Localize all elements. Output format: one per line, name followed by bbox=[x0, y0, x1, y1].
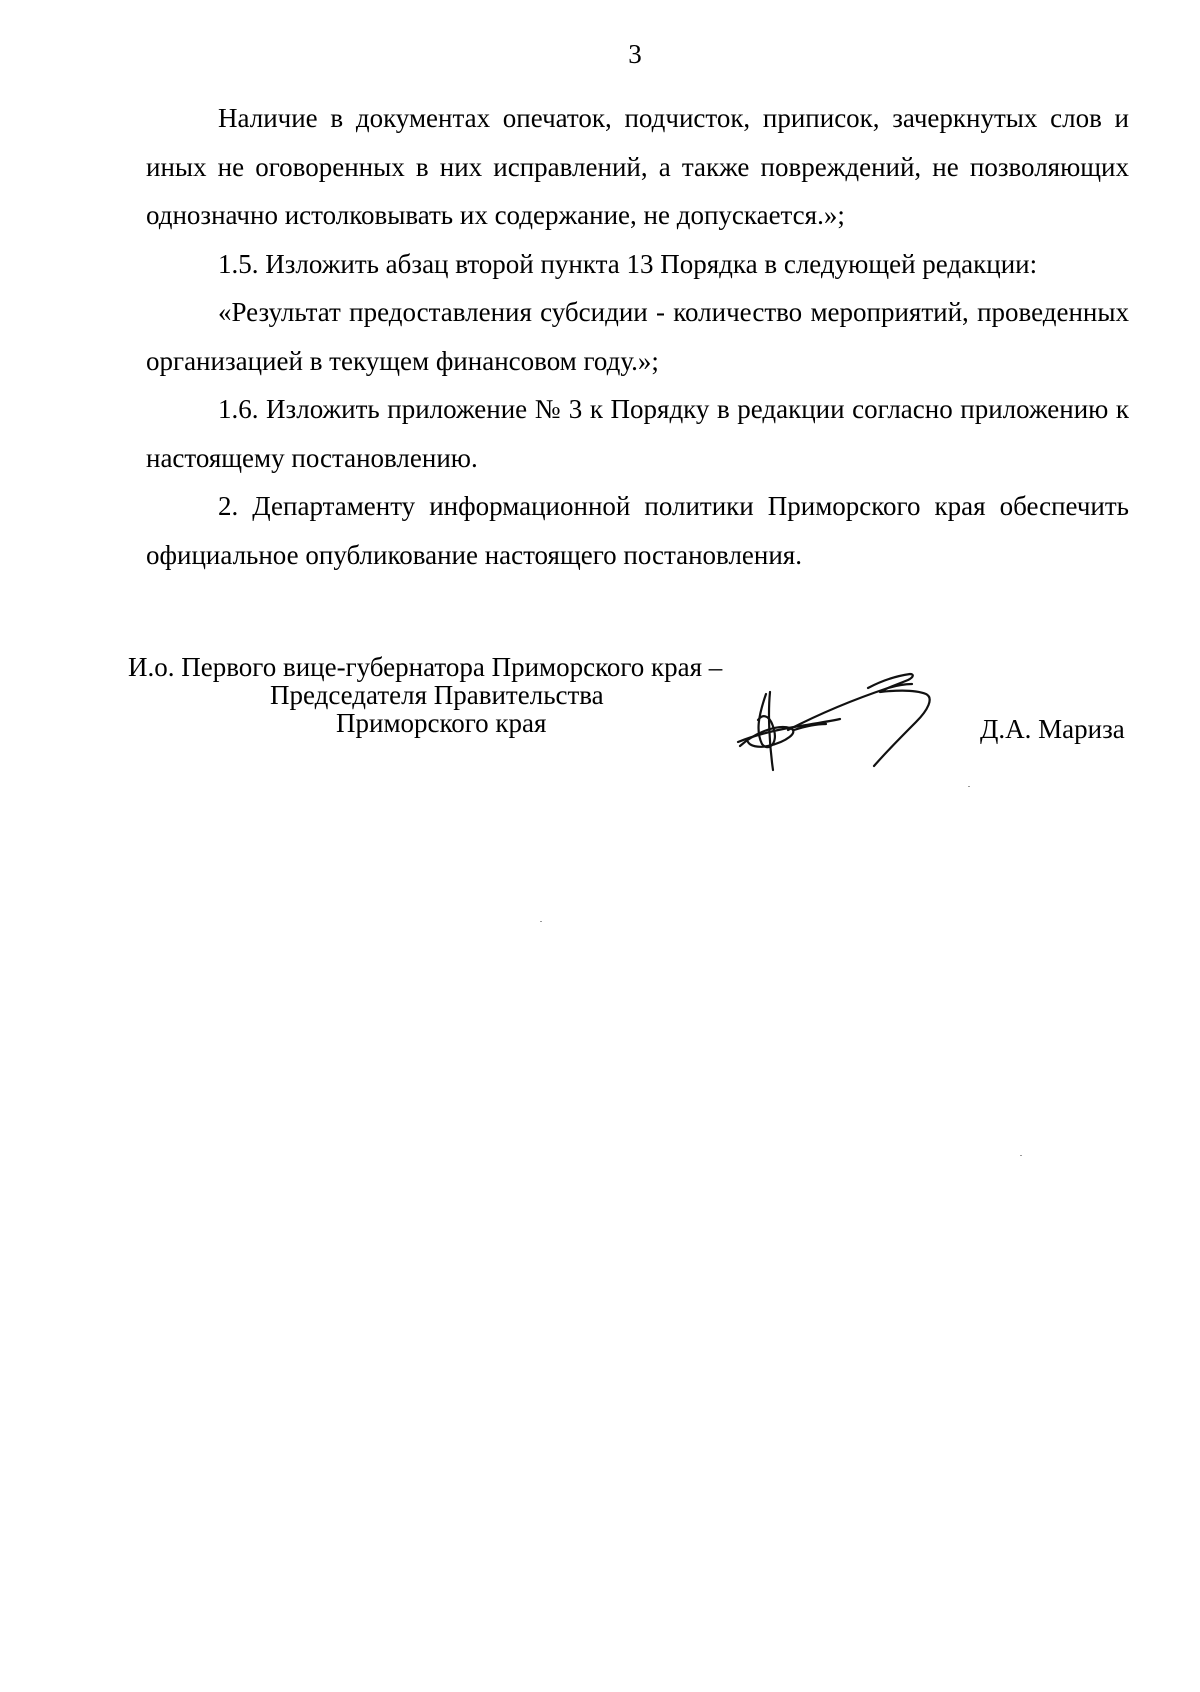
position-line-1: И.о. Первого вице-губернатора Приморского края – bbox=[128, 652, 723, 682]
scan-speck bbox=[540, 921, 542, 922]
signer-name: Д.А. Мариза bbox=[980, 714, 1125, 744]
scan-speck bbox=[968, 786, 970, 787]
signature-icon bbox=[728, 672, 978, 772]
scan-speck bbox=[1020, 1155, 1022, 1156]
paragraph-item-1-5: 1.5. Изложить абзац второй пункта 13 Порядка в следующей редакции: bbox=[218, 248, 1038, 279]
paragraph-item-1-6: 1.6. Изложить приложение № 3 к Порядку в редакции согласно приложению к настоящему постановлению. bbox=[146, 394, 1129, 473]
paragraph-subsidy-result: «Результат предоставления субсидии - количество мероприятий, проведенных организацией в текущем финансовом году.»; bbox=[146, 297, 1129, 376]
paragraph-item-2: 2. Департаменту информационной политики Приморского края обеспечить официальное опубликование настоящего постановления. bbox=[146, 491, 1129, 570]
page-number: 3 bbox=[628, 39, 642, 69]
position-line-3: Приморского края bbox=[336, 708, 547, 738]
paragraph-requirements: Наличие в документах опечаток, подчисток, приписок, зачеркнутых слов и иных не оговоренных в них исправлений, а также повреждений, не позволяющих однозначно истолковывать их содержание, не допускается.»; bbox=[146, 103, 1129, 230]
document-body bbox=[146, 94, 1129, 579]
position-line-2: Председателя Правительства bbox=[270, 680, 604, 710]
